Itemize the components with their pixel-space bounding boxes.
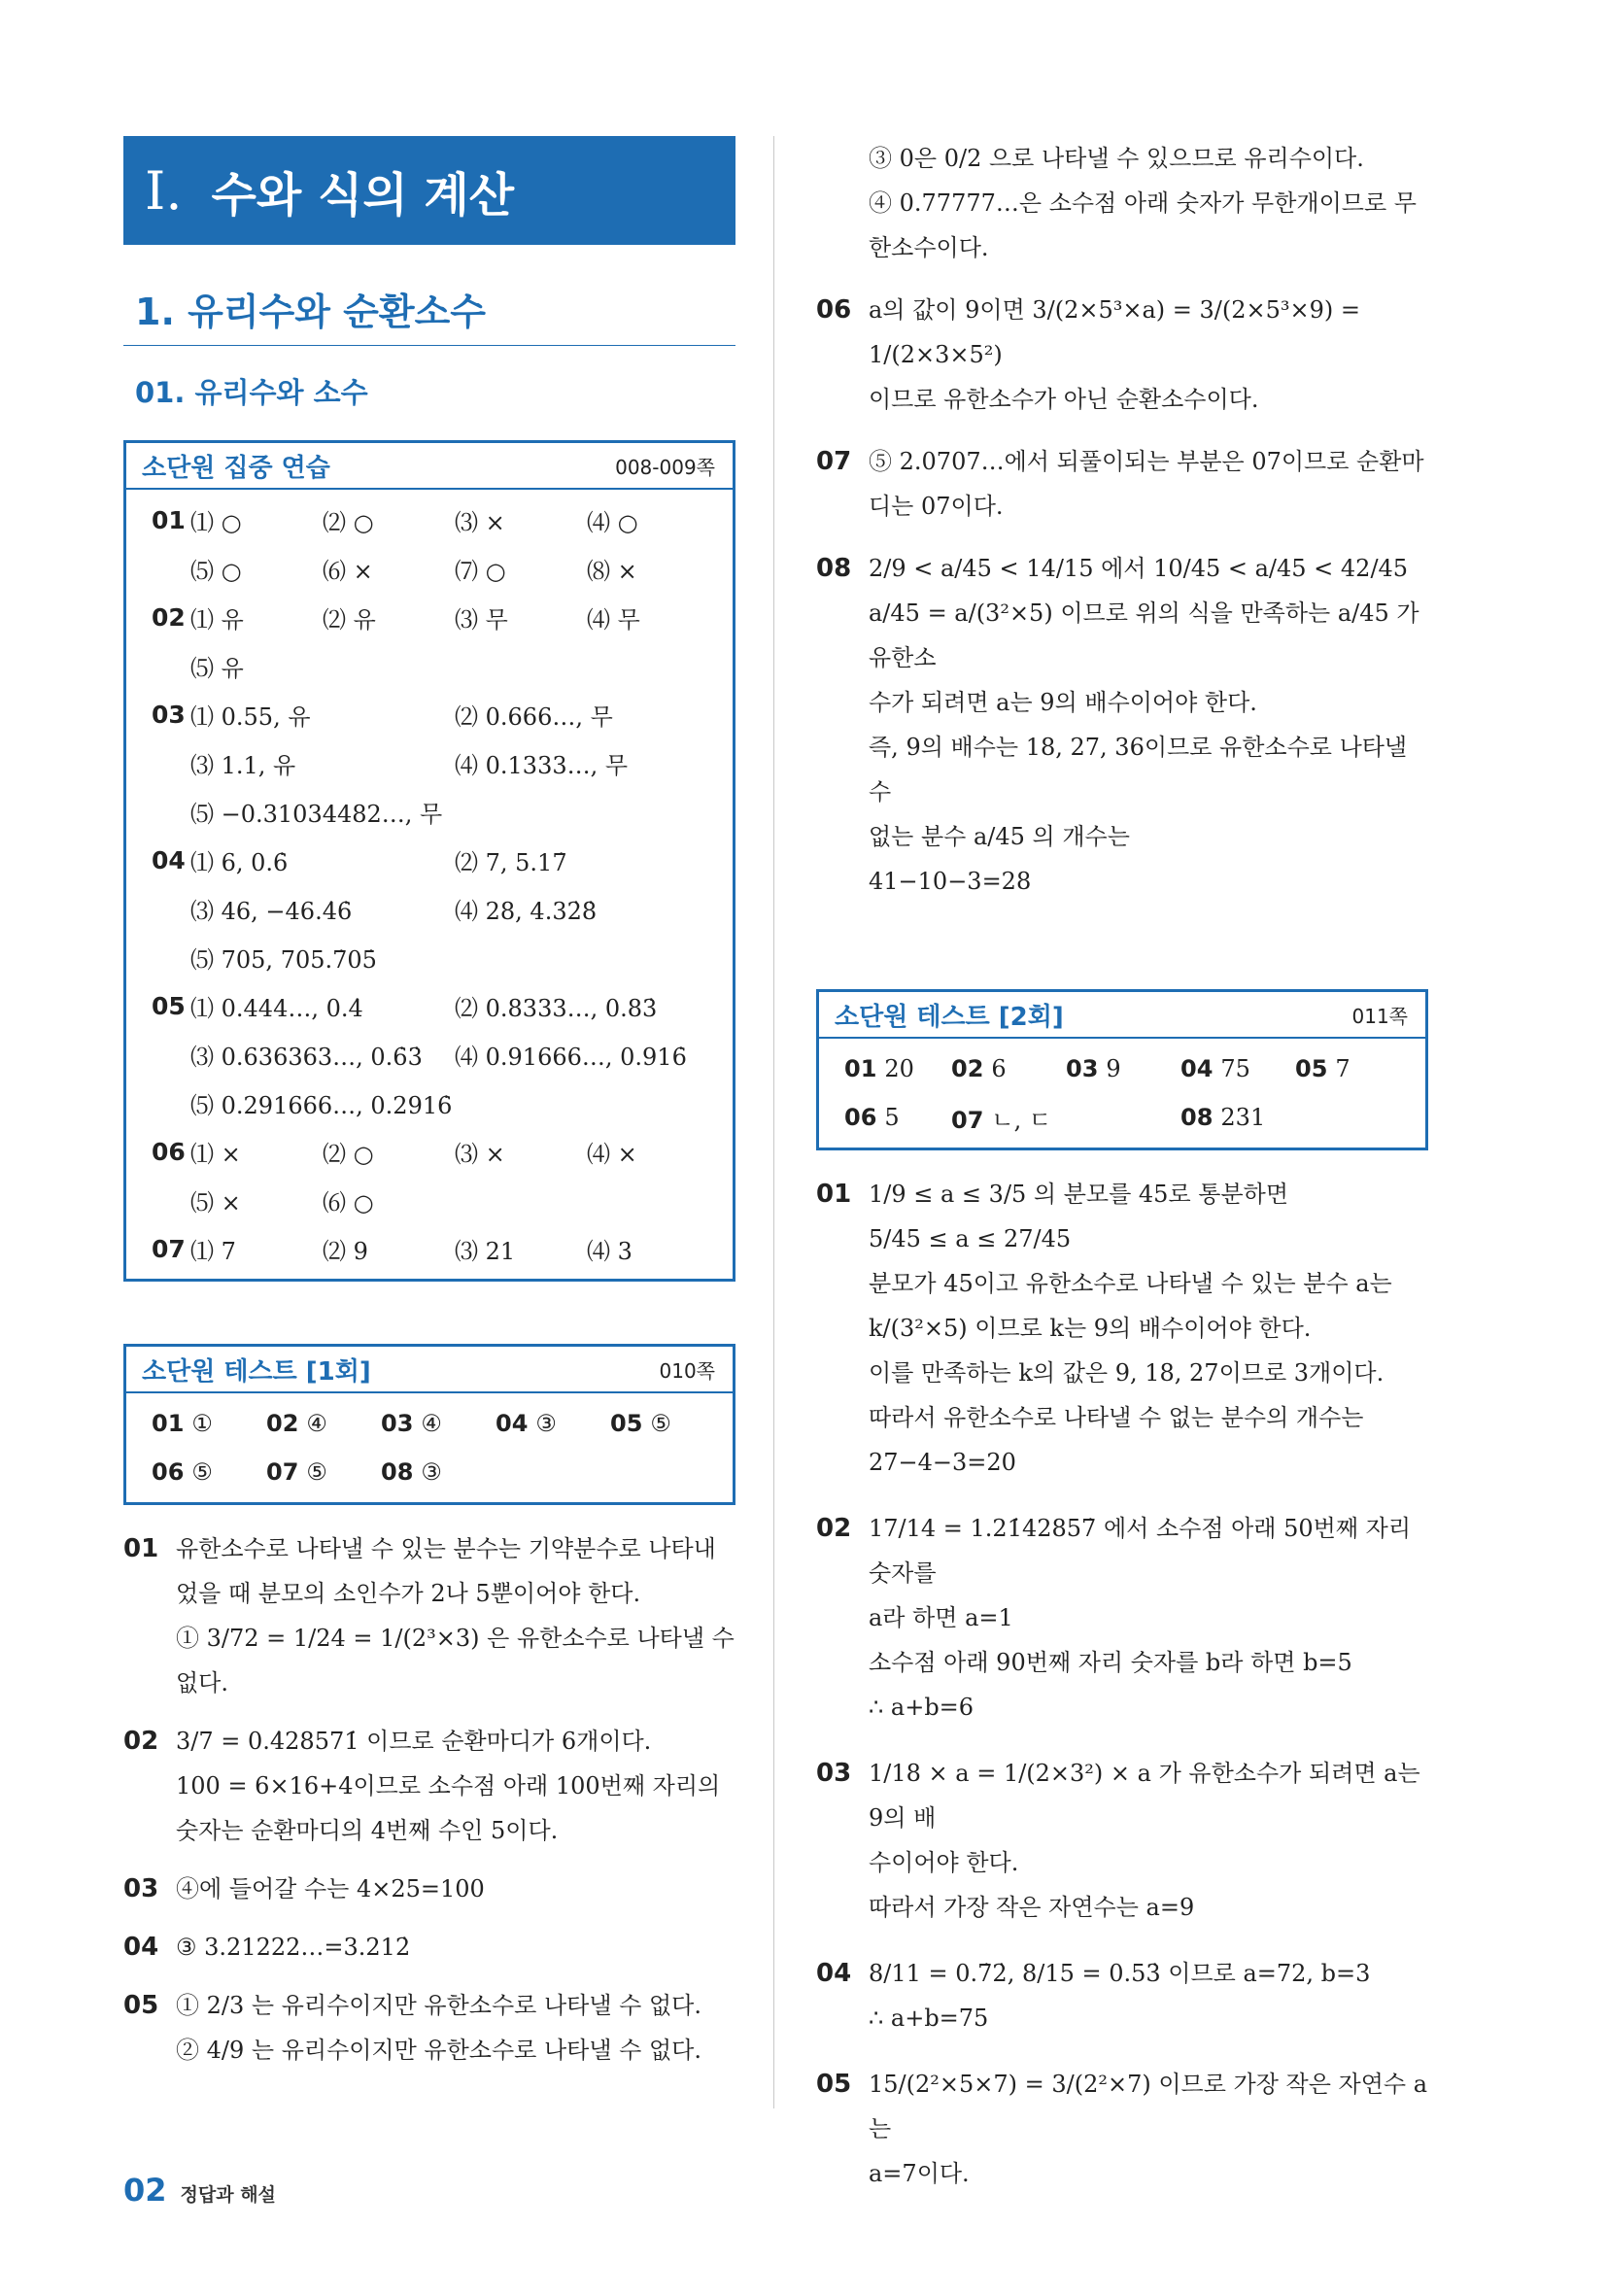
answer-cell	[1295, 1055, 1383, 1082]
answer-row	[844, 1093, 1410, 1142]
solution-line: a/45 = a/(3²×5) 이므로 위의 식을 만족하는 a/45 가 유한소	[869, 600, 1419, 671]
answer-row	[152, 1176, 717, 1224]
answer-cell: ⑸ 0.291666…, 0.2916̇	[190, 1091, 453, 1119]
solution-line: 수가 되려면 a는 9의 배수이어야 한다.	[869, 689, 1257, 716]
answer-value: ①	[191, 1410, 213, 1437]
answer-cell: ⑵ 7, 5.17̇	[455, 848, 567, 876]
answer-value: ③	[535, 1410, 557, 1437]
answer-row	[152, 1127, 717, 1176]
answer-cell: ⑴ 6, 0.6̇	[190, 848, 289, 876]
solution-line: 즉, 9의 배수는 18, 27, 36이므로 유한소수로 나타낼 수	[869, 734, 1408, 805]
solution-line: ③ 3.21222…=3.212̇	[176, 1934, 411, 1961]
solution-number: 01	[816, 1180, 852, 1209]
answer-cell: ⑶ 46, −46.4̇6̇	[190, 897, 353, 925]
answer-cell: ⑶ ×	[455, 1140, 505, 1168]
solution-line: 41−10−3=28	[869, 868, 1032, 895]
solution-line: ③ 0은 0/2 으로 나타낼 수 있으므로 유리수이다.	[869, 145, 1364, 172]
solution-line: 없는 분수 a/45 의 개수는	[869, 823, 1130, 850]
solution-line: 숫자는 순환마디의 4번째 수인 5이다.	[176, 1817, 559, 1844]
answer-cell	[1180, 1055, 1295, 1082]
test1-answers	[126, 1393, 733, 1502]
answer-cell: ⑵ ○	[323, 1140, 374, 1168]
answer-cell: ⑴ 7	[190, 1237, 236, 1265]
solution-number: 07	[816, 447, 852, 476]
answer-value: ⑤	[191, 1458, 213, 1486]
solution-number: 05	[816, 2070, 852, 2099]
solution-line: a라 하면 a=1	[869, 1604, 1013, 1631]
solution-number: 03	[123, 1874, 159, 1903]
question-number: 03	[152, 700, 186, 729]
solution-number: 04	[816, 1959, 852, 1988]
answer-value: 9	[1106, 1055, 1121, 1082]
answer-cell	[381, 1410, 496, 1437]
answer-cell: ⑴ ×	[190, 1140, 241, 1168]
question-number: 03	[1066, 1055, 1099, 1082]
question-number: 08	[381, 1458, 414, 1486]
question-number: 01	[152, 1410, 185, 1437]
solution-line: a=7이다.	[869, 2160, 970, 2187]
question-number: 05	[610, 1410, 643, 1437]
solution-block	[816, 1172, 1428, 1485]
solution-block	[123, 1983, 735, 2073]
solution-line: 2/9 < a/45 < 14/15 에서 10/45 < a/45 < 42/45	[869, 555, 1409, 582]
answer-cell	[266, 1458, 381, 1486]
solution-line: ② 4/9 는 유리수이지만 유한소수로 나타낼 수 없다.	[176, 2037, 701, 2064]
answer-cell: ⑸ 유	[190, 654, 244, 682]
test1-title: 소단원 테스트 [1회]	[142, 1356, 371, 1387]
solution-number: 02	[123, 1727, 159, 1756]
answer-value: ㄴ, ㄷ	[991, 1106, 1052, 1134]
answer-cell	[152, 1410, 266, 1437]
answer-cell	[951, 1101, 1066, 1135]
solution-line: 분모가 45이고 유한소수로 나타낼 수 있는 분수 a는	[869, 1270, 1392, 1297]
answer-cell: ⑸ ○	[190, 557, 242, 585]
answer-row	[152, 641, 717, 690]
solution-number: 03	[816, 1759, 852, 1788]
question-number: 06	[844, 1104, 877, 1131]
answer-cell	[1180, 1104, 1295, 1131]
solution-line: 5/45 ≤ a ≤ 27/45	[869, 1225, 1072, 1252]
test2-pages: 011쪽	[1351, 1004, 1408, 1028]
page-number: 02	[123, 2172, 167, 2209]
answer-row	[152, 1030, 717, 1079]
answer-cell: ⑵ 0.8333…, 0.83̇	[455, 994, 658, 1022]
solution-block	[816, 136, 1428, 270]
answer-value: 75	[1220, 1055, 1250, 1082]
answer-value: ④	[306, 1410, 327, 1437]
question-number: 05	[1295, 1055, 1328, 1082]
solution-line: ∴ a+b=6	[869, 1694, 974, 1721]
solution-line: 한소수이다.	[869, 234, 989, 261]
answer-cell	[496, 1410, 610, 1437]
solution-line: 었을 때 분모의 소인수가 2나 5뿐이어야 한다.	[176, 1580, 641, 1607]
solution-line: ⑤ 2.0707…에서 되풀이되는 부분은 07이므로 순환마	[869, 448, 1424, 475]
practice-header	[126, 443, 733, 490]
answer-cell: ⑶ 21	[455, 1237, 516, 1265]
solution-line: 27−4−3=20	[869, 1449, 1016, 1476]
subsection-title: 01. 유리수와 소수	[135, 376, 368, 409]
solution-block	[816, 2062, 1428, 2196]
question-number: 06	[152, 1458, 185, 1486]
answer-cell: ⑺ ○	[455, 557, 506, 585]
answer-cell	[844, 1055, 951, 1082]
answer-row	[152, 884, 717, 933]
solution-line: 8/11 = 0.7̇2̇, 8/15 = 0.53̇ 이므로 a=72, b=3	[869, 1960, 1371, 1987]
answer-cell: ⑹ ×	[323, 557, 373, 585]
test1-header	[126, 1347, 733, 1393]
test2-solutions	[816, 1172, 1428, 2196]
answer-cell: ⑶ 무	[455, 605, 508, 634]
answer-cell: ⑴ 0.444…, 0.4̇	[190, 994, 363, 1022]
answer-value: 6	[991, 1055, 1007, 1082]
practice-pages: 008-009쪽	[615, 455, 715, 479]
question-number: 07	[152, 1234, 186, 1263]
answer-cell: ⑷ ×	[587, 1140, 637, 1168]
answer-value: ⑤	[306, 1458, 327, 1486]
answer-row	[152, 981, 717, 1030]
section-title: 1. 유리수와 순환소수	[123, 282, 735, 346]
test2-header	[819, 992, 1425, 1039]
question-number: 04	[1180, 1055, 1214, 1082]
question-number: 08	[1180, 1104, 1214, 1131]
answer-cell: ⑶ ×	[455, 508, 505, 536]
answer-cell: ⑻ ×	[587, 557, 637, 585]
answer-row	[152, 496, 717, 544]
left-column	[123, 136, 735, 2073]
practice-answers	[126, 490, 733, 1279]
test1-solutions	[123, 1526, 735, 2073]
solution-line: 수이어야 한다.	[869, 1849, 1019, 1876]
solution-line: 소수점 아래 90번째 자리 숫자를 b라 하면 b=5	[869, 1649, 1352, 1676]
page-footer	[123, 2172, 276, 2209]
answer-value: 20	[884, 1055, 914, 1082]
question-number: 01	[152, 505, 186, 534]
question-number: 02	[951, 1055, 984, 1082]
answer-cell	[844, 1104, 951, 1131]
solution-line: 따라서 가장 작은 자연수는 a=9	[869, 1894, 1195, 1921]
chapter-banner	[123, 136, 735, 245]
test2-box	[816, 989, 1428, 1150]
answer-row	[152, 933, 717, 981]
solution-line: ④ 0.77777…은 소수점 아래 숫자가 무한개이므로 무	[869, 189, 1417, 217]
answer-row	[152, 1448, 717, 1496]
answer-row	[152, 544, 717, 593]
answer-row	[152, 690, 717, 738]
solution-block	[816, 1751, 1428, 1930]
answer-row	[844, 1045, 1410, 1093]
test1-pages: 010쪽	[659, 1358, 715, 1383]
answer-cell	[152, 1458, 266, 1486]
solution-number: 02	[816, 1514, 852, 1543]
solution-line: 1/18 × a = 1/(2×3²) × a 가 유한소수가 되려면 a는 9의 배	[869, 1760, 1420, 1832]
question-number: 03	[381, 1410, 414, 1437]
solution-number: 01	[123, 1534, 159, 1563]
solution-line: 1/9 ≤ a ≤ 3/5 의 분모를 45로 통분하면	[869, 1181, 1289, 1208]
solution-number: 08	[816, 554, 852, 583]
answer-cell: ⑵ 9	[323, 1237, 368, 1265]
solution-block	[123, 1526, 735, 1705]
answer-row	[152, 1224, 717, 1273]
chapter-number: Ⅰ.	[145, 159, 183, 222]
solution-line: 유한소수로 나타낼 수 있는 분수는 기약분수로 나타내	[176, 1535, 716, 1562]
solution-line: a의 값이 9이면 3/(2×5³×a) = 3/(2×5³×9) = 1/(2×3×5²)	[869, 296, 1360, 368]
solution-line: 이므로 유한소수가 아닌 순환소수이다.	[869, 386, 1259, 413]
answer-value: 7	[1335, 1055, 1351, 1082]
solution-line: ① 2/3 는 유리수이지만 유한소수로 나타낼 수 없다.	[176, 1992, 701, 2019]
solution-block	[816, 439, 1428, 529]
solution-line: 따라서 유한소수로 나타낼 수 없는 분수의 개수는	[869, 1404, 1364, 1431]
answer-row	[152, 738, 717, 787]
page-label: 정답과 해설	[180, 2184, 276, 2206]
answer-value: 5	[884, 1104, 900, 1131]
practice-box	[123, 440, 735, 1282]
continued-solutions	[816, 136, 1428, 904]
chapter-title: 수와 식의 계산	[211, 167, 515, 223]
answer-cell	[610, 1410, 725, 1437]
solution-line: 이를 만족하는 k의 값은 9, 18, 27이므로 3개이다.	[869, 1359, 1385, 1387]
solution-line: 17/14 = 1.21̇42857̇ 에서 소수점 아래 50번째 자리 숫자를	[869, 1515, 1412, 1587]
right-column	[816, 136, 1428, 2196]
answer-cell: ⑷ ○	[587, 508, 638, 536]
answer-row	[152, 836, 717, 884]
solution-block	[816, 546, 1428, 904]
solution-block	[816, 288, 1428, 422]
question-number: 07	[266, 1458, 299, 1486]
answer-value: ④	[421, 1410, 442, 1437]
answer-cell: ⑷ 0.1333…, 무	[455, 751, 629, 779]
solution-line: ④에 들어갈 수는 4×25=100	[176, 1875, 485, 1902]
answer-cell: ⑴ 0.55, 유	[190, 703, 311, 731]
answer-cell	[1066, 1055, 1180, 1082]
answer-cell: ⑷ 무	[587, 605, 640, 634]
solution-line: 디는 07이다.	[869, 493, 1004, 520]
solution-block	[123, 1867, 735, 1911]
question-number: 02	[152, 602, 186, 632]
solution-block	[816, 1951, 1428, 2040]
answer-cell: ⑸ 705, 705.7̇05̇	[190, 945, 377, 974]
answer-cell: ⑵ 0.666…, 무	[455, 703, 613, 731]
question-number: 04	[152, 845, 186, 874]
answer-cell: ⑵ ○	[323, 508, 374, 536]
test1-box	[123, 1344, 735, 1505]
answer-cell: ⑴ ○	[190, 508, 242, 536]
answer-cell: ⑸ ×	[190, 1188, 241, 1217]
answer-row	[152, 593, 717, 641]
solution-line: 100 = 6×16+4이므로 소수점 아래 100번째 자리의	[176, 1772, 721, 1799]
answer-cell: ⑷ 3	[587, 1237, 633, 1265]
solution-number: 05	[123, 1991, 159, 2020]
solution-line: ① 3/72 = 1/24 = 1/(2³×3) 은 유한소수로 나타낼 수 없다.	[176, 1625, 735, 1696]
answer-cell: ⑵ 유	[323, 605, 376, 634]
answer-cell	[1066, 1104, 1180, 1131]
answer-cell	[266, 1410, 381, 1437]
question-number: 05	[152, 991, 186, 1020]
answer-cell: ⑷ 28, 4.32̇8̇	[455, 897, 598, 925]
solution-line: k/(3²×5) 이므로 k는 9의 배수이어야 한다.	[869, 1315, 1312, 1342]
column-divider	[773, 136, 774, 2108]
solution-block	[816, 1506, 1428, 1730]
practice-title: 소단원 집중 연습	[142, 453, 330, 483]
answer-cell	[381, 1458, 496, 1486]
answer-cell: ⑹ ○	[323, 1188, 374, 1217]
test2-answers	[819, 1039, 1425, 1148]
solution-number: 06	[816, 295, 852, 325]
answer-value: ⑤	[650, 1410, 671, 1437]
solution-line: 15/(2²×5×7) = 3/(2²×7) 이므로 가장 작은 자연수 a는	[869, 2071, 1428, 2142]
answer-cell	[951, 1055, 1066, 1082]
answer-value: ③	[421, 1458, 442, 1486]
answer-cell: ⑴ 유	[190, 605, 244, 634]
answer-cell: ⑷ 0.91666…, 0.916̇	[455, 1043, 687, 1071]
question-number: 06	[152, 1137, 186, 1166]
solution-block	[123, 1719, 735, 1853]
question-number: 01	[844, 1055, 877, 1082]
answer-cell: ⑶ 0.636363…, 0.6̇3̇	[190, 1043, 423, 1071]
solution-number: 04	[123, 1933, 159, 1962]
solution-line: ∴ a+b=75	[869, 2005, 989, 2032]
question-number: 02	[266, 1410, 299, 1437]
answer-row	[152, 1399, 717, 1448]
answer-cell: ⑶ 1.1, 유	[190, 751, 296, 779]
answer-row	[152, 1079, 717, 1127]
question-number: 07	[951, 1106, 984, 1134]
question-number: 04	[496, 1410, 529, 1437]
test2-title: 소단원 테스트 [2회]	[835, 1002, 1064, 1032]
solution-line: 3/7 = 0.4̇28571̇ 이므로 순환마디가 6개이다.	[176, 1728, 652, 1755]
solution-block	[123, 1925, 735, 1970]
answer-cell: ⑸ −0.31034482…, 무	[190, 800, 443, 828]
answer-row	[152, 787, 717, 836]
answer-value: 231	[1220, 1104, 1266, 1131]
